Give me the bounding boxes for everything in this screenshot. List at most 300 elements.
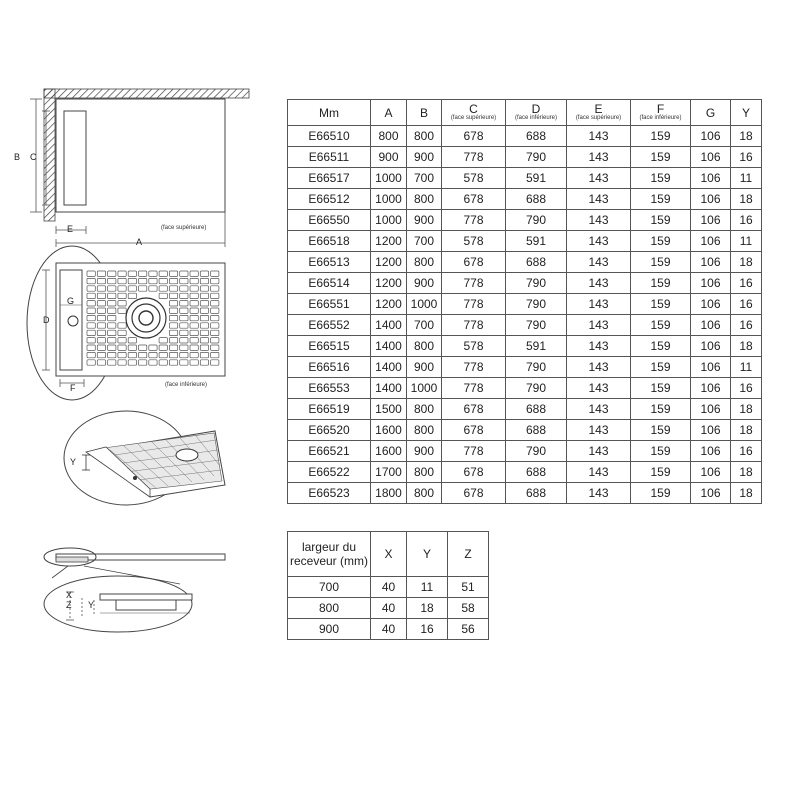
table-cell: 678 [442, 252, 506, 273]
grid-cell [128, 293, 136, 298]
table-cell: E66551 [288, 294, 371, 315]
grid-cell [87, 315, 95, 320]
table-cell: 700 [407, 315, 442, 336]
table-cell: E66519 [288, 399, 371, 420]
spec-header-label: G [705, 105, 716, 120]
top-view-drawing [30, 89, 249, 247]
table-cell: 143 [567, 336, 631, 357]
table-cell: 18 [731, 462, 762, 483]
grid-cell [97, 308, 105, 313]
table-cell: 900 [371, 147, 407, 168]
grid-cell [87, 308, 95, 313]
table-cell: 688 [506, 420, 567, 441]
table-row [288, 168, 762, 189]
table-cell: 11 [731, 168, 762, 189]
grid-cell [190, 338, 198, 343]
table-cell: 106 [691, 336, 731, 357]
table-cell: E66521 [288, 441, 371, 462]
table-cell: 106 [691, 231, 731, 252]
grid-cell [200, 315, 208, 320]
dim-label-d: D [43, 315, 50, 325]
spec-header-cell [731, 100, 762, 126]
spec-header-label: Mm [319, 105, 339, 120]
table-cell: E66552 [288, 315, 371, 336]
table-cell: 143 [567, 231, 631, 252]
grid-cell [211, 360, 219, 365]
table-cell: 1200 [371, 252, 407, 273]
table-cell: 1400 [371, 336, 407, 357]
table-cell: 1200 [371, 294, 407, 315]
dim-label-a: A [136, 237, 143, 247]
table-cell: 778 [442, 294, 506, 315]
grid-cell [118, 323, 126, 328]
grid-cell [97, 315, 105, 320]
spec-header-cell [631, 100, 691, 126]
table-cell: 18 [731, 126, 762, 147]
grid-cell [180, 345, 188, 350]
grid-cell [159, 338, 167, 343]
table-cell: 1000 [407, 378, 442, 399]
table-cell: 159 [631, 252, 691, 273]
grid-cell [159, 271, 167, 276]
table-cell: 800 [407, 126, 442, 147]
table-row [288, 420, 762, 441]
table-cell: 159 [631, 273, 691, 294]
table-cell: 159 [631, 462, 691, 483]
spec-header-label: Y [741, 105, 750, 120]
spec-header-cell [371, 100, 407, 126]
table-cell: 143 [567, 441, 631, 462]
table-cell: E66515 [288, 336, 371, 357]
grid-cell [211, 338, 219, 343]
table-cell: 106 [691, 441, 731, 462]
table-cell: 143 [567, 294, 631, 315]
table-cell: 40 [371, 577, 407, 598]
table-cell: 159 [631, 483, 691, 504]
table-cell: 800 [407, 252, 442, 273]
grid-cell [169, 301, 177, 306]
table-row [288, 315, 762, 336]
grid-cell [118, 338, 126, 343]
table-cell: 16 [731, 378, 762, 399]
table-cell: 578 [442, 336, 506, 357]
table-cell: 106 [691, 462, 731, 483]
grid-cell [97, 286, 105, 291]
spec-header-cell [288, 100, 371, 126]
grid-cell [180, 301, 188, 306]
table-row [288, 441, 762, 462]
table-cell: E66512 [288, 189, 371, 210]
spec-table-body [288, 126, 762, 504]
grid-cell [128, 286, 136, 291]
grid-cell [190, 330, 198, 335]
grid-cell [159, 293, 167, 298]
grid-cell [139, 360, 147, 365]
table-cell: E66553 [288, 378, 371, 399]
table-row [288, 210, 762, 231]
grid-cell [149, 286, 157, 291]
grid-cell [190, 352, 198, 357]
table-row [288, 336, 762, 357]
grid-cell [97, 330, 105, 335]
table-cell: 159 [631, 210, 691, 231]
grid-cell [200, 308, 208, 313]
table-cell: 688 [506, 189, 567, 210]
grid-cell [169, 360, 177, 365]
grid-cell [97, 323, 105, 328]
grid-cell [169, 330, 177, 335]
table-cell: 106 [691, 378, 731, 399]
grid-cell [97, 271, 105, 276]
table-cell: 159 [631, 420, 691, 441]
table-cell: 1600 [371, 420, 407, 441]
xyz-header-z: Z [448, 532, 489, 577]
table-cell: 18 [731, 336, 762, 357]
grid-cell [87, 352, 95, 357]
drain-hole-left [68, 316, 78, 326]
table-cell: 16 [731, 294, 762, 315]
grid-cell [211, 271, 219, 276]
table-row [288, 462, 762, 483]
grid-cell [118, 278, 126, 283]
grid-cell [128, 360, 136, 365]
grid-cell [180, 315, 188, 320]
table-cell: 678 [442, 126, 506, 147]
table-cell: 18 [731, 483, 762, 504]
grid-cell [180, 271, 188, 276]
grid-cell [118, 352, 126, 357]
grid-cell [180, 278, 188, 283]
table-cell: 143 [567, 168, 631, 189]
table-cell: 778 [442, 357, 506, 378]
table-cell: 778 [442, 147, 506, 168]
table-row [288, 273, 762, 294]
table-cell: 900 [407, 357, 442, 378]
grid-cell [128, 271, 136, 276]
grid-cell [87, 338, 95, 343]
grid-cell [190, 323, 198, 328]
table-cell: 790 [506, 294, 567, 315]
table-cell: 678 [442, 399, 506, 420]
perspective-detail-drawing [64, 411, 225, 505]
xyz-header-y: Y [407, 532, 448, 577]
spec-header-label: F [656, 102, 665, 116]
spec-header-label: C [469, 102, 478, 116]
table-cell: 106 [691, 210, 731, 231]
table-cell: 11 [407, 577, 448, 598]
table-row [288, 399, 762, 420]
table-cell: 688 [506, 252, 567, 273]
grid-cell [108, 286, 116, 291]
table-cell: E66523 [288, 483, 371, 504]
grid-cell [180, 330, 188, 335]
grid-cell [200, 330, 208, 335]
grid-cell [211, 286, 219, 291]
grid-cell [200, 323, 208, 328]
grid-cell [211, 345, 219, 350]
table-cell: 1200 [371, 273, 407, 294]
table-cell: 159 [631, 378, 691, 399]
grid-cell [211, 278, 219, 283]
grid-cell [97, 301, 105, 306]
table-row [288, 252, 762, 273]
table-cell: 18 [731, 189, 762, 210]
table-cell: 778 [442, 210, 506, 231]
table-row [288, 147, 762, 168]
table-cell: 1500 [371, 399, 407, 420]
grid-cell [118, 330, 126, 335]
table-cell: 143 [567, 210, 631, 231]
grid-cell [200, 286, 208, 291]
grid-cell [108, 338, 116, 343]
grid-cell [149, 271, 157, 276]
grid-cell [180, 360, 188, 365]
grid-cell [211, 315, 219, 320]
grid-cell [139, 352, 147, 357]
spec-header-label: B [419, 105, 428, 120]
grid-cell [118, 308, 126, 313]
grid-cell [149, 360, 157, 365]
table-cell: 591 [506, 231, 567, 252]
grid-cell [169, 271, 177, 276]
table-cell: E66514 [288, 273, 371, 294]
dim-label-y-section: Y [88, 600, 95, 610]
grid-cell [190, 315, 198, 320]
table-cell: 106 [691, 315, 731, 336]
table-cell: 1400 [371, 357, 407, 378]
grid-cell [211, 323, 219, 328]
xyz-header-line2: receveur (mm) [289, 554, 368, 568]
grid-cell [139, 278, 147, 283]
table-cell: 1800 [371, 483, 407, 504]
grid-cell [169, 293, 177, 298]
xyz-table-body [288, 577, 489, 640]
table-row [288, 483, 762, 504]
table-cell: 900 [407, 210, 442, 231]
table-cell: 790 [506, 210, 567, 231]
grid-cell [139, 271, 147, 276]
grid-cell [190, 293, 198, 298]
table-cell: 143 [567, 399, 631, 420]
spec-table-header-row [288, 100, 762, 126]
grid-cell [169, 338, 177, 343]
grid-cell [149, 278, 157, 283]
table-cell: 106 [691, 294, 731, 315]
grid-cell [118, 345, 126, 350]
grid-cell [200, 338, 208, 343]
grid-cell [108, 308, 116, 313]
table-cell: 900 [288, 619, 371, 640]
table-cell: 11 [731, 231, 762, 252]
table-cell: 800 [371, 126, 407, 147]
table-cell: 591 [506, 168, 567, 189]
table-cell: 688 [506, 126, 567, 147]
table-cell: 159 [631, 357, 691, 378]
drain-center [139, 311, 153, 325]
grid-cell [97, 293, 105, 298]
grid-cell [87, 278, 95, 283]
grid-cell [169, 352, 177, 357]
table-cell: 1600 [371, 441, 407, 462]
table-cell: 18 [731, 399, 762, 420]
table-cell: 678 [442, 189, 506, 210]
grid-cell [108, 293, 116, 298]
table-cell: 106 [691, 252, 731, 273]
table-cell: 778 [442, 315, 506, 336]
grid-cell [87, 345, 95, 350]
table-cell: 159 [631, 189, 691, 210]
table-cell: 800 [288, 598, 371, 619]
table-cell: 1000 [371, 168, 407, 189]
table-cell: 1700 [371, 462, 407, 483]
grid-cell [108, 352, 116, 357]
table-cell: 143 [567, 126, 631, 147]
grid-cell [128, 338, 136, 343]
grid-cell [108, 278, 116, 283]
dimensions-spec-table [287, 99, 762, 504]
grid-cell [200, 360, 208, 365]
table-cell: 143 [567, 147, 631, 168]
grid-cell [87, 301, 95, 306]
dim-label-y-perspective: Y [70, 457, 77, 467]
table-cell: 106 [691, 357, 731, 378]
table-cell: 159 [631, 126, 691, 147]
grid-cell [200, 293, 208, 298]
table-cell: 40 [371, 619, 407, 640]
grid-cell [180, 286, 188, 291]
grid-cell [108, 360, 116, 365]
table-cell: 106 [691, 126, 731, 147]
table-cell: 1000 [371, 189, 407, 210]
grid-cell [169, 278, 177, 283]
table-row [288, 378, 762, 399]
table-cell: E66513 [288, 252, 371, 273]
spec-header-label: D [531, 102, 541, 116]
bottom-view-drawing [27, 246, 225, 400]
grid-cell [108, 330, 116, 335]
spec-header-cell [442, 100, 506, 126]
grid-cell [97, 338, 105, 343]
table-cell: 1000 [407, 294, 442, 315]
drain-channel-top [64, 111, 86, 205]
technical-drawings [0, 0, 285, 800]
dim-label-z: Z [66, 600, 72, 610]
table-cell: 778 [442, 441, 506, 462]
spec-header-label: E [594, 102, 603, 116]
table-cell: 1400 [371, 315, 407, 336]
xyz-header-width [288, 532, 371, 577]
grid-cell [211, 293, 219, 298]
table-cell: 106 [691, 189, 731, 210]
table-cell: E66520 [288, 420, 371, 441]
table-cell: 790 [506, 147, 567, 168]
table-cell: 51 [448, 577, 489, 598]
table-cell: 11 [731, 357, 762, 378]
grid-cell [97, 278, 105, 283]
table-cell: E66550 [288, 210, 371, 231]
grid-cell [87, 360, 95, 365]
table-cell: 143 [567, 189, 631, 210]
grid-cell [180, 323, 188, 328]
grid-cell [169, 315, 177, 320]
grid-cell [169, 323, 177, 328]
table-row [288, 577, 489, 598]
grid-cell [200, 352, 208, 357]
table-cell: 900 [407, 147, 442, 168]
table-cell: 159 [631, 231, 691, 252]
xyz-header-x: X [371, 532, 407, 577]
grid-cell [180, 308, 188, 313]
table-cell: 800 [407, 420, 442, 441]
table-cell: 800 [407, 399, 442, 420]
grid-cell [190, 301, 198, 306]
table-cell: 16 [731, 210, 762, 231]
table-cell: E66516 [288, 357, 371, 378]
grid-cell [87, 330, 95, 335]
table-cell: 40 [371, 598, 407, 619]
table-row [288, 598, 489, 619]
grid-cell [180, 352, 188, 357]
face-bottom-label: (face inférieure) [165, 382, 208, 388]
table-cell: 18 [407, 598, 448, 619]
grid-cell [159, 278, 167, 283]
grid-cell [87, 323, 95, 328]
table-cell: 1200 [371, 231, 407, 252]
table-cell: 143 [567, 315, 631, 336]
table-cell: 16 [731, 273, 762, 294]
grid-cell [118, 360, 126, 365]
grid-cell [200, 278, 208, 283]
grid-cell [97, 345, 105, 350]
table-cell: 143 [567, 252, 631, 273]
table-cell: 678 [442, 420, 506, 441]
grid-cell [139, 286, 147, 291]
spec-header-cell [506, 100, 567, 126]
grid-cell [211, 308, 219, 313]
grid-cell [200, 345, 208, 350]
grid-cell [180, 338, 188, 343]
table-cell: E66522 [288, 462, 371, 483]
table-cell: 688 [506, 399, 567, 420]
dim-label-x: X [66, 590, 73, 600]
spec-header-cell [567, 100, 631, 126]
table-cell: 58 [448, 598, 489, 619]
grid-cell [190, 308, 198, 313]
table-cell: 591 [506, 336, 567, 357]
table-cell: 688 [506, 462, 567, 483]
xyz-table-header-row [288, 532, 489, 577]
table-cell: 106 [691, 168, 731, 189]
spec-header-sublabel: (face supérieure) [575, 115, 622, 121]
grid-cell [128, 278, 136, 283]
dim-label-b: B [14, 152, 21, 162]
table-cell: 106 [691, 273, 731, 294]
grid-cell [169, 286, 177, 291]
table-cell: 106 [691, 147, 731, 168]
table-cell: 900 [407, 441, 442, 462]
grid-cell [159, 286, 167, 291]
spec-header-cell [691, 100, 731, 126]
grid-cell [159, 345, 167, 350]
spec-header-sublabel: (face supérieure) [450, 115, 497, 121]
table-cell: 778 [442, 273, 506, 294]
grid-cell [118, 301, 126, 306]
grid-cell [190, 360, 198, 365]
table-cell: 1400 [371, 378, 407, 399]
table-cell: 700 [407, 231, 442, 252]
table-cell: 790 [506, 273, 567, 294]
table-cell: 700 [407, 168, 442, 189]
